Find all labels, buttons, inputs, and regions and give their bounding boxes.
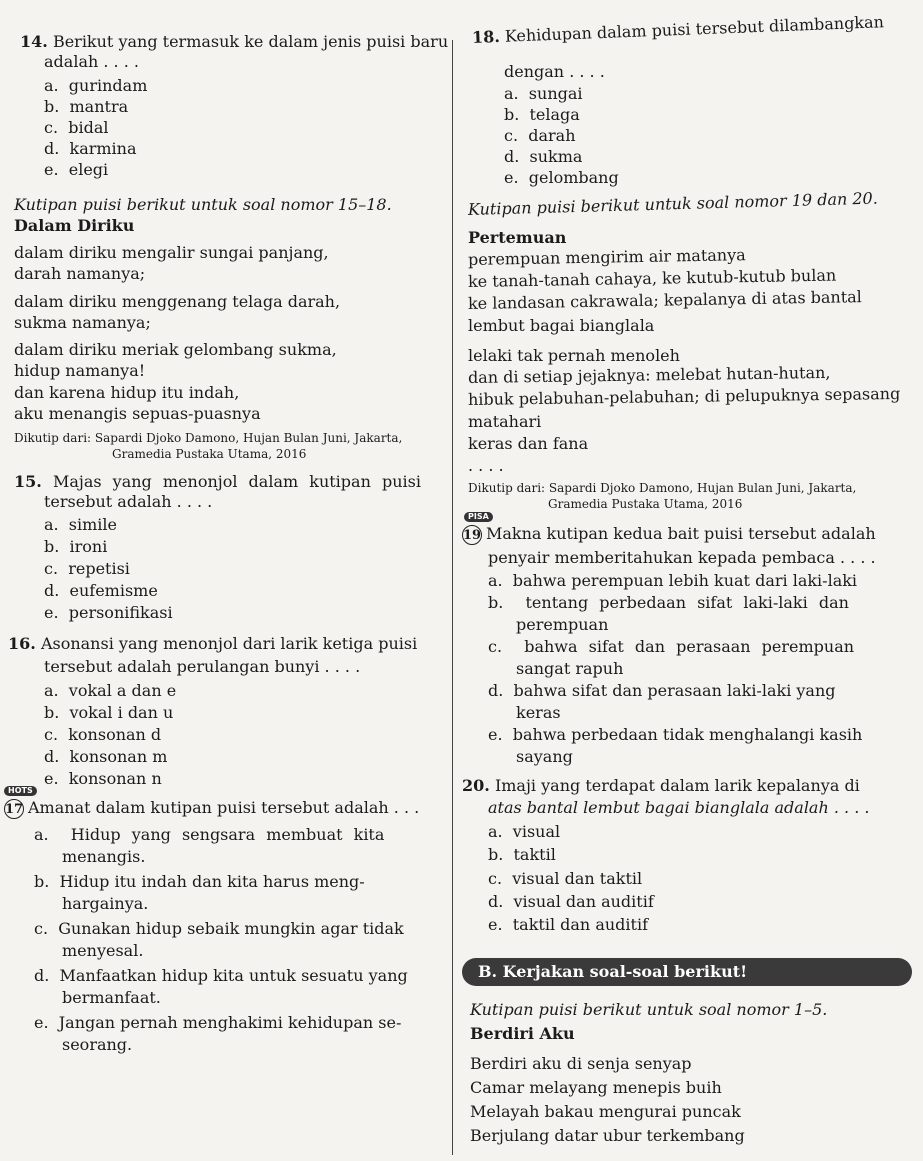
q16-stem-line1: 16. Asonansi yang menonjol dari larik ketiga puisi <box>8 634 418 653</box>
q18-option-c[interactable]: c. darah <box>504 126 576 145</box>
q17-stem: 17 Amanat dalam kutipan puisi tersebut adalah . . . <box>5 798 420 817</box>
poem2-line: . . . . <box>468 456 504 475</box>
poem2-line: keras dan fana <box>468 434 589 453</box>
poem1-source-line1: Dikutip dari: Sapardi Djoko Damono, Hujan Bulan Juni, Jakarta, <box>14 431 403 445</box>
poem1-line: aku menangis sepuas-puasnya <box>14 404 261 423</box>
q15-stem-line1: 15. Majas yang menonjol dalam kutipan puisi <box>14 472 421 491</box>
poem2-line: hibuk pelabuhan-pelabuhan; di pelupuknya sepasang <box>467 383 901 409</box>
q18-stem-line2: dengan . . . . <box>504 62 605 81</box>
poem3-line: Camar melayang menepis buih <box>470 1078 722 1097</box>
poem1-line: dalam diriku menggenang telaga darah, <box>14 292 341 311</box>
poem1-line: darah namanya; <box>14 264 146 283</box>
q15-option-e[interactable]: e. personifikasi <box>44 603 173 622</box>
q16-option-d[interactable]: d. konsonan m <box>44 747 168 766</box>
q19-option-d-line1[interactable]: d. bahwa sifat dan perasaan laki-laki yang <box>488 681 836 700</box>
q16-option-b[interactable]: b. vokal i dan u <box>44 703 174 722</box>
poem2-line: matahari <box>468 412 542 431</box>
q20-option-d[interactable]: d. visual dan auditif <box>488 892 654 911</box>
q14-option-e[interactable]: e. elegi <box>44 160 109 179</box>
q16-option-c[interactable]: c. konsonan d <box>44 725 162 744</box>
q17-option-b-line1[interactable]: b. Hidup itu indah dan kita harus meng- <box>34 872 365 891</box>
q15-stem-line2: tersebut adalah . . . . <box>44 492 213 511</box>
q20-stem-line2: atas bantal lembut bagai bianglala adalah . . . . <box>488 798 870 817</box>
q17-option-e-line2: seorang. <box>62 1035 133 1054</box>
q16-option-e[interactable]: e. konsonan n <box>44 769 162 788</box>
q14-option-d[interactable]: d. karmina <box>44 139 137 158</box>
poem2-line: lelaki tak pernah menoleh <box>468 346 680 365</box>
poem3-intro: Kutipan puisi berikut untuk soal nomor 1–5. <box>470 1000 828 1019</box>
poem3-line: Berdiri aku di senja senyap <box>470 1054 692 1073</box>
poem2-line: dan di setiap jejaknya: melebat hutan-hutan, <box>467 362 831 387</box>
q20-option-b[interactable]: b. taktil <box>488 845 556 864</box>
q16-stem-line2: tersebut adalah perulangan bunyi . . . . <box>44 657 361 676</box>
poem2-source-line1: Dikutip dari: Sapardi Djoko Damono, Hujan Bulan Juni, Jakarta, <box>468 481 857 495</box>
q18-option-d[interactable]: d. sukma <box>504 147 583 166</box>
q17-option-c-line1[interactable]: c. Gunakan hidup sebaik mungkin agar tidak <box>34 919 404 938</box>
q19-option-e-line1[interactable]: e. bahwa perbedaan tidak menghalangi kasih <box>488 725 863 744</box>
poem2-line: lembut bagai bianglala <box>468 316 655 335</box>
q15-option-d[interactable]: d. eufemisme <box>44 581 158 600</box>
poem2-line: perempuan mengirim air matanya <box>467 245 746 269</box>
q17-option-a-line2: menangis. <box>62 847 146 866</box>
q20-stem-line1: 20. Imaji yang terdapat dalam larik kepalanya di <box>462 776 860 795</box>
poem2-intro: Kutipan puisi berikut untuk soal nomor 19 dan 20. <box>467 188 879 219</box>
q18-stem-line1: 18. Kehidupan dalam puisi tersebut dilambangkan <box>471 12 885 47</box>
q15-option-a[interactable]: a. simile <box>44 515 117 534</box>
q17-option-d-line2: bermanfaat. <box>62 988 161 1007</box>
pisa-badge: PISA <box>464 512 493 522</box>
column-divider <box>452 40 453 1155</box>
q17-option-b-line2: hargainya. <box>62 894 149 913</box>
q18-option-e[interactable]: e. gelombang <box>504 168 619 187</box>
q19-option-b-line1[interactable]: b. tentang perbedaan sifat laki-laki dan <box>488 593 849 612</box>
q19-stem-line1: 19 Makna kutipan kedua bait puisi tersebut adalah <box>463 524 876 543</box>
q15-option-b[interactable]: b. ironi <box>44 537 108 556</box>
poem3-title: Berdiri Aku <box>470 1024 575 1043</box>
poem1-line: sukma namanya; <box>14 313 151 332</box>
q18-option-a[interactable]: a. sungai <box>504 84 583 103</box>
poem1-intro: Kutipan puisi berikut untuk soal nomor 15–18. <box>14 195 392 214</box>
q14-option-b[interactable]: b. mantra <box>44 97 129 116</box>
poem2-line: ke landasan cakrawala; kepalanya di atas bantal <box>467 287 862 313</box>
q16-option-a[interactable]: a. vokal a dan e <box>44 681 177 700</box>
poem1-line: dalam diriku meriak gelombang sukma, <box>14 340 337 359</box>
q19-option-e-line2: sayang <box>516 747 573 766</box>
q19-option-a[interactable]: a. bahwa perempuan lebih kuat dari laki-laki <box>488 571 858 590</box>
poem2-title: Pertemuan <box>468 228 567 247</box>
q19-option-d-line2: keras <box>516 703 561 722</box>
q19-number-circle: 19 <box>462 525 482 545</box>
q17-option-c-line2: menyesal. <box>62 941 144 960</box>
poem1-source-line2: Gramedia Pustaka Utama, 2016 <box>112 447 307 461</box>
poem2-source-line2: Gramedia Pustaka Utama, 2016 <box>548 497 743 511</box>
poem1-line: dan karena hidup itu indah, <box>14 383 240 402</box>
q20-option-c[interactable]: c. visual dan taktil <box>488 869 643 888</box>
section-b-banner: B. Kerjakan soal-soal berikut! <box>462 958 912 986</box>
q14-stem-line1: 14. Berikut yang termasuk ke dalam jenis puisi baru <box>20 32 449 51</box>
q17-option-a-line1[interactable]: a. Hidup yang sengsara membuat kita <box>34 825 385 844</box>
poem2-line: ke tanah-tanah cahaya, ke kutub-kutub bulan <box>467 265 837 291</box>
poem1-line: dalam diriku mengalir sungai panjang, <box>14 243 329 262</box>
q19-option-c-line2: sangat rapuh <box>516 659 624 678</box>
poem3-line: Melayah bakau mengurai puncak <box>470 1102 741 1121</box>
q14-option-c[interactable]: c. bidal <box>44 118 109 137</box>
q19-stem-line2: penyair memberitahukan kepada pembaca . . . . <box>488 548 876 567</box>
q18-option-b[interactable]: b. telaga <box>504 105 580 124</box>
q17-number-circle: 17 <box>4 799 24 819</box>
q17-option-d-line1[interactable]: d. Manfaatkan hidup kita untuk sesuatu yang <box>34 966 408 985</box>
q14-option-a[interactable]: a. gurindam <box>44 76 148 95</box>
q15-option-c[interactable]: c. repetisi <box>44 559 130 578</box>
poem1-title: Dalam Diriku <box>14 216 135 235</box>
poem3-line: Berjulang datar ubur terkembang <box>470 1126 745 1145</box>
q20-option-e[interactable]: e. taktil dan auditif <box>488 915 648 934</box>
q17-option-e-line1[interactable]: e. Jangan pernah menghakimi kehidupan se- <box>34 1013 402 1032</box>
q20-option-a[interactable]: a. visual <box>488 822 561 841</box>
q19-option-c-line1[interactable]: c. bahwa sifat dan perasaan perempuan <box>488 637 855 656</box>
q14-stem-line2: adalah . . . . <box>44 52 139 71</box>
q19-option-b-line2: perempuan <box>516 615 609 634</box>
hots-badge: HOTS <box>4 786 37 796</box>
poem1-line: hidup namanya! <box>14 361 146 380</box>
